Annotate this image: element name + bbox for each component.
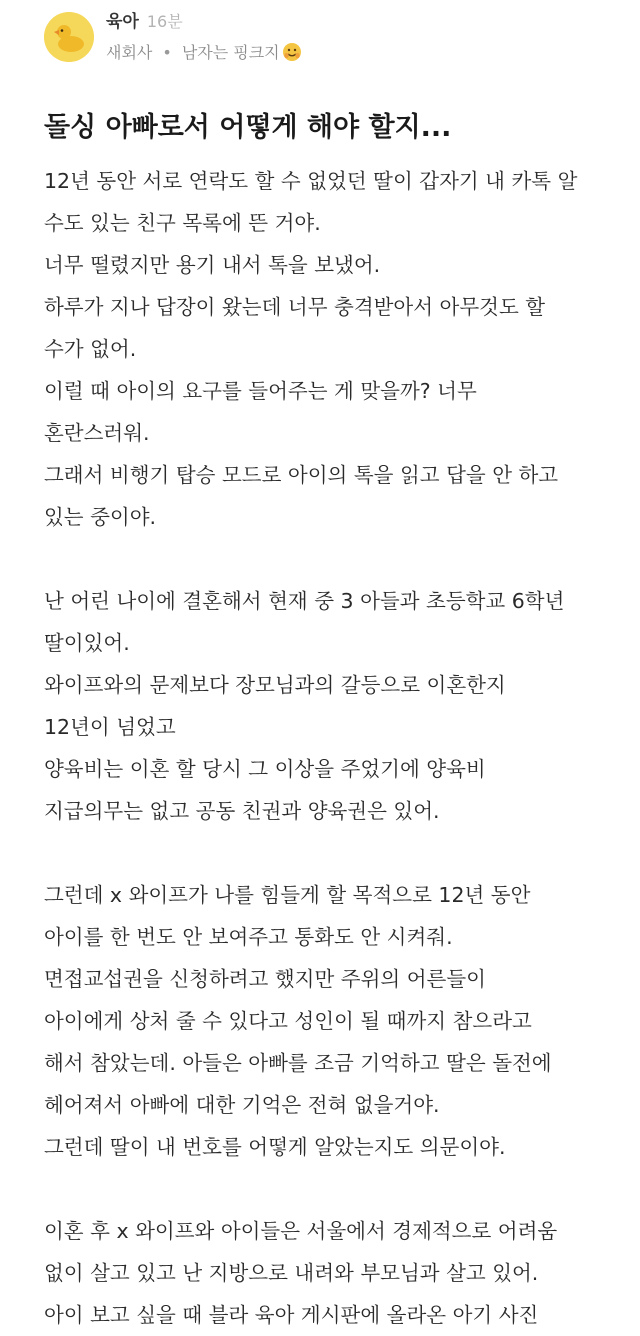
body-line: 헤어져서 아빠에 대한 기억은 전혀 없을거야. xyxy=(44,1093,440,1117)
paragraph-gap xyxy=(44,538,614,580)
body-line: 하루가 지나 답장이 왔는데 너무 충격받아서 아무것도 할 xyxy=(44,295,546,319)
separator-dot: • xyxy=(162,43,172,62)
body-line: 이럴 때 아이의 요구를 들어주는 게 맞을까? 너무 xyxy=(44,379,477,403)
paragraph xyxy=(44,160,614,538)
body-line: 해서 참았는데. 아들은 아빠를 조금 기억하고 딸은 돌전에 xyxy=(44,1051,552,1075)
body-line: 딸이있어. xyxy=(44,631,130,655)
post-header xyxy=(0,0,640,78)
paragraph xyxy=(44,580,614,832)
body-line: 그래서 비행기 탑승 모드로 아이의 톡을 읽고 답을 안 하고 xyxy=(44,463,559,487)
paragraph xyxy=(44,1210,614,1336)
paragraph-gap xyxy=(44,1168,614,1210)
body-line: 없이 살고 있고 난 지방으로 내려와 부모님과 살고 있어. xyxy=(44,1261,539,1285)
post-body xyxy=(44,160,614,1336)
body-line: 혼란스러워. xyxy=(44,421,150,445)
smiling-face-emoji-icon xyxy=(282,42,302,62)
paragraph-gap xyxy=(44,832,614,874)
rubber-duck-icon xyxy=(44,12,94,62)
post-time: 16분 xyxy=(146,12,183,31)
paragraph xyxy=(44,874,614,1168)
body-line: 난 어린 나이에 결혼해서 현재 중 3 아들과 초등학교 6학년 xyxy=(44,589,565,613)
avatar[interactable] xyxy=(44,12,94,62)
body-line: 아이를 한 번도 안 보여주고 통화도 안 시켜줘. xyxy=(44,925,453,949)
post-title: 돌싱 아빠로서 어떻게 해야 할지... xyxy=(44,112,452,143)
body-line: 있는 중이야. xyxy=(44,505,157,529)
nickname-label: 남자는 핑크지 xyxy=(181,43,280,62)
body-line: 수가 없어. xyxy=(44,337,137,361)
body-line: 와이프와의 문제보다 장모님과의 갈등으로 이혼한지 xyxy=(44,673,506,697)
body-line: 그런데 x 와이프가 나를 힘들게 할 목적으로 12년 동안 xyxy=(44,883,531,907)
body-line: 그런데 딸이 내 번호를 어떻게 알았는지도 의문이야. xyxy=(44,1135,506,1159)
meta-line xyxy=(106,40,302,66)
author-line xyxy=(106,10,183,34)
body-line: 아이 보고 싶을 때 블라 육아 게시판에 올라온 아기 사진 xyxy=(44,1303,539,1327)
author-name[interactable]: 육아 xyxy=(106,12,139,32)
body-line: 12년 동안 서로 연락도 할 수 없었던 딸이 갑자기 내 카톡 알 xyxy=(44,169,578,193)
body-line: 12년이 넘었고 xyxy=(44,715,176,739)
body-line: 지급의무는 없고 공동 친권과 양육권은 있어. xyxy=(44,799,440,823)
body-line: 면접교섭권을 신청하려고 했지만 주위의 어른들이 xyxy=(44,967,486,991)
body-line: 너무 떨렸지만 용기 내서 톡을 보냈어. xyxy=(44,253,381,277)
body-line: 수도 있는 친구 목록에 뜬 거야. xyxy=(44,211,321,235)
body-line: 양육비는 이혼 할 당시 그 이상을 주었기에 양육비 xyxy=(44,757,486,781)
company-label[interactable]: 새회사 xyxy=(106,43,153,62)
body-line: 이혼 후 x 와이프와 아이들은 서울에서 경제적으로 어려움 xyxy=(44,1219,558,1243)
body-line: 아이에게 상처 줄 수 있다고 성인이 될 때까지 참으라고 xyxy=(44,1009,532,1033)
